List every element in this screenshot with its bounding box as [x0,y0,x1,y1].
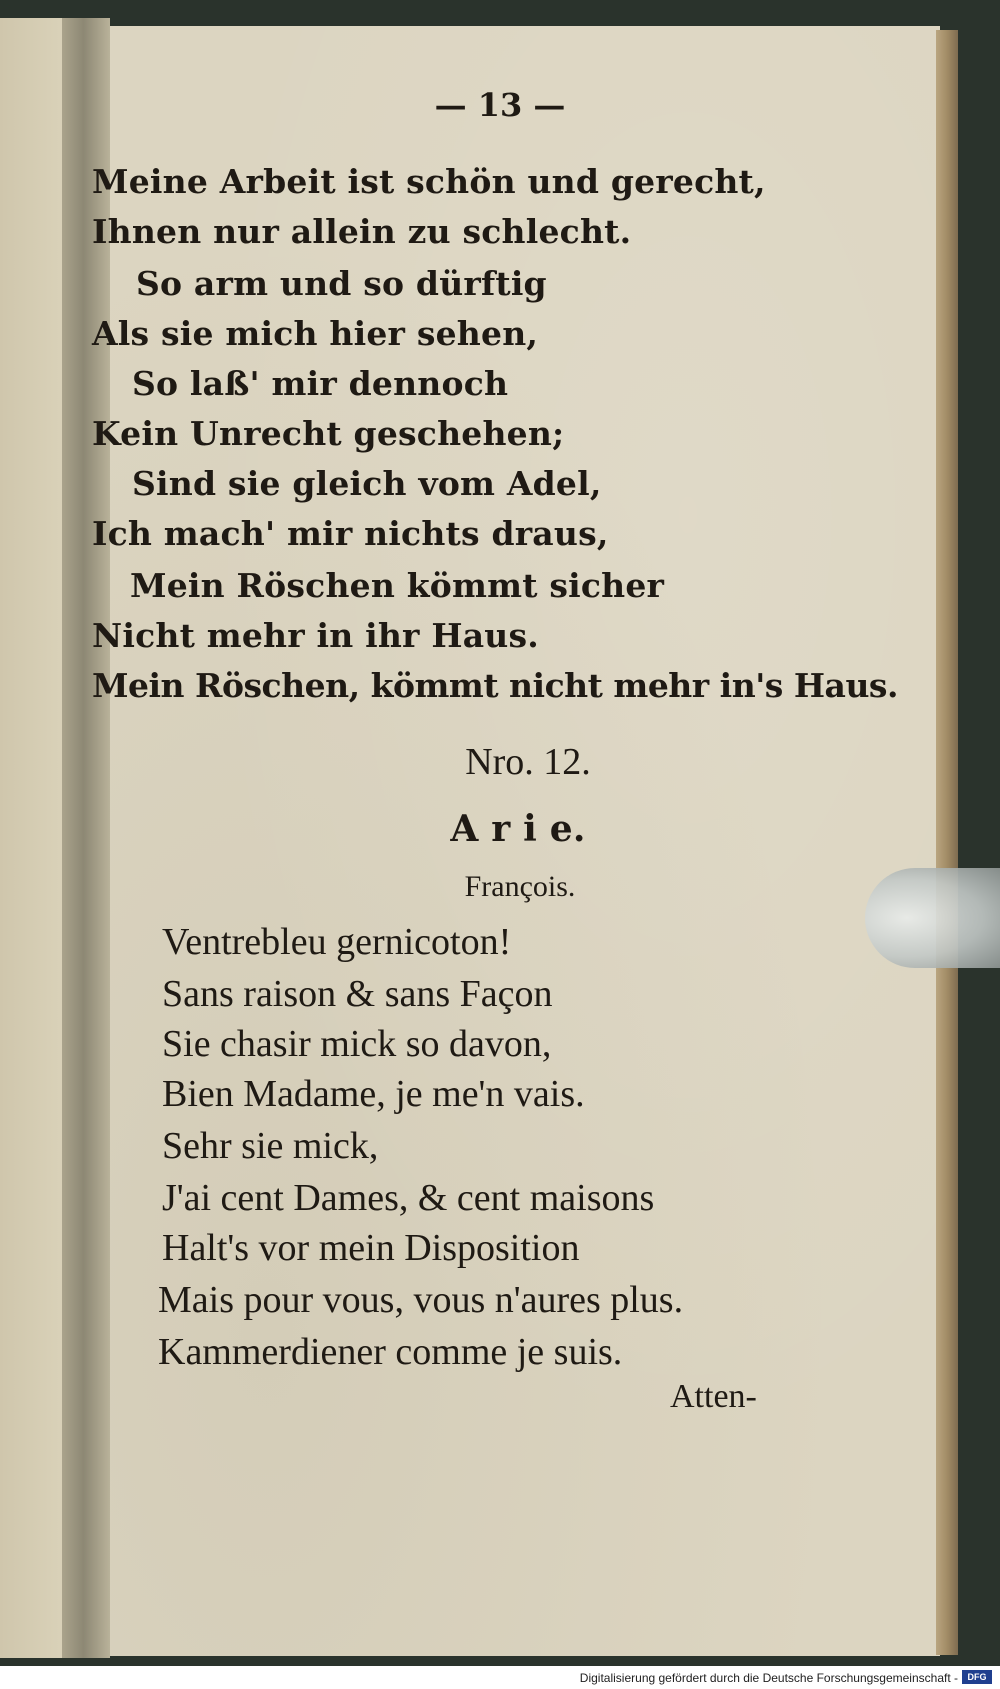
verse-line: Mais pour vous, vous n'aures plus. [158,1279,684,1321]
page-number: — 13 — [434,86,566,124]
verse-line: Ich mach' mir nichts draus, [92,514,609,553]
verse-line: Nicht mehr in ihr Haus. [92,616,539,655]
verse-line: Mein Röschen, kömmt nicht mehr in's Haus. [92,666,898,705]
verse-line: So laß' mir dennoch [132,364,509,403]
aria-title: A r i e. [450,808,586,850]
speaker-name: François. [464,870,576,903]
verse-line: Sans raison & sans Façon [162,973,553,1015]
section-number: Nro. 12. [465,741,591,783]
footer-credit: Digitalisierung gefördert durch die Deutsche Forschungsgemeinschaft - [579,1671,958,1685]
verse-line: Sie chasir mick so davon, [162,1023,552,1065]
verse-line: Kein Unrecht geschehen; [92,414,565,453]
verse-line: Ihnen nur allein zu schlecht. [92,212,632,251]
verse-line: So arm und so dürftig [136,264,547,303]
verse-line: Mein Röschen kömmt sicher [130,566,665,605]
verse-line: Als sie mich hier sehen, [92,314,539,353]
footer-bar [0,1666,1000,1689]
verse-line: Bien Madame, je me'n vais. [162,1073,585,1115]
catchword: Atten- [670,1378,757,1415]
verse-line: Ventrebleu gernicoton! [162,921,512,963]
verse-line: Meine Arbeit ist schön und gerecht, [92,162,766,201]
verse-line: Halt's vor mein Disposition [162,1227,580,1269]
verse-line: Sind sie gleich vom Adel, [132,464,602,503]
verse-line: Sehr sie mick, [162,1125,379,1167]
dfg-logo: DFG [962,1670,992,1684]
verse-line: J'ai cent Dames, & cent maisons [162,1177,655,1219]
verse-line: Kammerdiener comme je suis. [158,1331,623,1373]
